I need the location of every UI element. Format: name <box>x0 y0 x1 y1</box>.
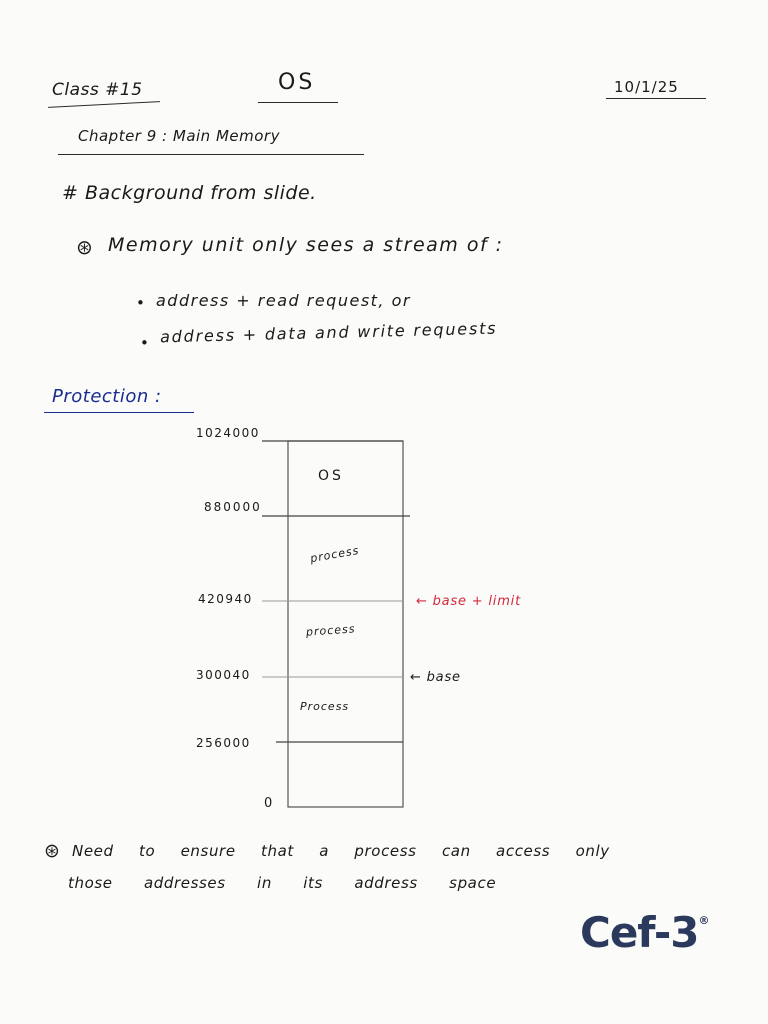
brand-logo <box>580 908 709 957</box>
address-label-1024000: 1024000 <box>196 426 260 440</box>
note-marker: ⊛ <box>44 840 60 862</box>
block-os-label: OS <box>318 468 344 484</box>
background-heading: # Background from slide. <box>62 182 317 204</box>
note-line-2: those addresses in its address space <box>68 874 497 892</box>
subject-title: OS <box>278 70 316 95</box>
block-process-label-2: process <box>305 622 356 639</box>
block-process-label-1: process <box>309 543 361 566</box>
address-label-256000: 256000 <box>196 736 251 750</box>
bullet-item-2: address + data and write requests <box>159 318 498 347</box>
brand-logo-text: Cef-3 <box>580 908 699 957</box>
class-label: Class #15 <box>52 80 143 100</box>
address-label-420940: 420940 <box>198 592 253 606</box>
block-process-label-3: Process <box>300 700 350 713</box>
chapter-title: Chapter 9 : Main Memory <box>78 127 280 145</box>
base-annotation: ← base <box>410 670 461 685</box>
bullet-symbol-1: • <box>136 294 145 312</box>
address-label-880000: 880000 <box>204 500 262 514</box>
brand-logo-registered: ® <box>698 914 709 927</box>
address-label-0: 0 <box>264 796 273 811</box>
base-limit-annotation: ← base + limit <box>416 594 521 609</box>
date-label: 10/1/25 <box>614 78 679 96</box>
protection-heading: Protection : <box>52 386 162 407</box>
bullet-symbol-2: • <box>140 334 149 352</box>
point-marker: ⊛ <box>76 235 93 259</box>
bullet-item-1: address + read request, or <box>156 291 411 310</box>
note-line-1: Need to ensure that a process can access only <box>72 842 610 860</box>
address-label-300040: 300040 <box>196 668 251 682</box>
memory-unit-point: Memory unit only sees a stream of : <box>108 234 504 256</box>
